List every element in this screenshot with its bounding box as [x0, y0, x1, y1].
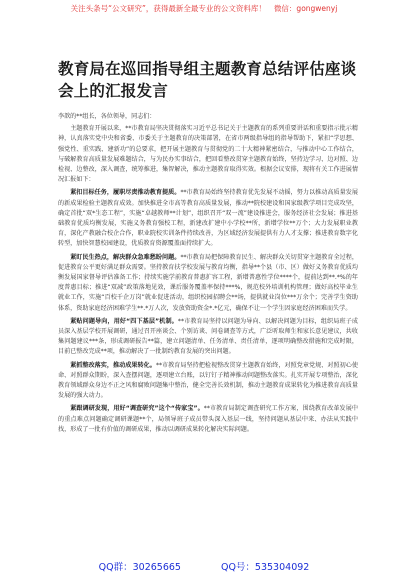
paragraph [58, 404, 358, 435]
paragraph [58, 253, 358, 314]
paragraph-lead: 紧盯民生热点，解决群众急难愁盼问题。 [70, 253, 181, 261]
paragraph-text: **市教育局制定调查研究工作方案，围绕教育改革发展中的重点难点问题确定调研课题**个，局领导班子成员带头深入基层一线，坚持问题从基层中来、办法从实践中找，形成了一批有价值的调研成果，推动以调研成果转化解决实际问题。 [58, 405, 358, 433]
promo-banner [0, 4, 408, 14]
contact-footer [0, 562, 408, 574]
document-body [58, 58, 358, 438]
paragraph [58, 124, 358, 185]
qq-group-number: QQ群：30265665 [98, 562, 181, 573]
qq-number: QQ号：535304092 [220, 562, 310, 573]
promo-banner-wechat: 微信：gongwenyj [273, 4, 338, 13]
paragraph-lead: 紧贴问题导向，用好“四下基层”机制。 [70, 317, 178, 325]
paragraph-lead: 紧抓整改落实，推动成果转化。 [70, 361, 156, 369]
paragraph-lead: 紧跟调研发现，用好“调查研究”这个“传家宝”。 [70, 405, 204, 413]
paragraph [58, 317, 358, 358]
paragraph-text: **市教育局坚持把检视整改贯穿主题教育始终，对照党章党规、对照初心使命、对照群众期盼，深入查摆问题，逐项建立台账，以钉钉子精神推动问题整改落实。扎实开展专项整治，深化教育领域群众身边不正之风和腐败问题集中整治，健全完善长效机制，推动主题教育成果转化为推进教育高质量发展的强大动力。 [58, 361, 359, 400]
paragraph [58, 361, 358, 402]
document-greeting: 李歆的**组长，各位领导，同志们： [58, 113, 156, 120]
paragraph-text: **市教育局始终坚持教育优先发展不动摇，努力以推动高质量发展的新成果检验主题教育成效。加快推进全市高等教育高质量发展，推动**院校建设和国家级教学项目完成攻坚，确定首批“双*生态工程”，实施“卓越教师**计划”，组织召开“双一流”建设推进会，服务经济社会发展；推进基础教育优质均衡发展，实施义务教育强校工程，新建改扩建中小学校**所，新增学位**万个；大力发展职业教育，深化产教融合校企合作，职业院校实训条件持续改善，为区域经济发展提供有力人才支撑；推进教育数字化转型，加快智慧校园建设，优质教育资源覆盖面持续扩大。 [58, 189, 359, 248]
paragraph-lead: 紧扣目标任务，履职尽责推动教育提质。 [70, 189, 181, 197]
paragraph [58, 188, 358, 249]
paragraph-text: **市教育局坚持以问题为导向、以解决问题为目标，组织局班子成员深入基层学校开展调研，通过召开座谈会、个别访谈、问卷调查等方式，广泛听取师生和家长意见建议，共收集问题建议***条，形成调研报告**篇，建立问题清单、任务清单、责任清单，逐项明确整改措施和完成时限，目前已整改完成**项，推动解决了一批制约教育发展的突出问题。 [58, 317, 359, 356]
document-title: 教育局在巡回指导组主题教育总结评估座谈会上的汇报发言 [58, 60, 357, 100]
paragraph-text: **市教育局把保障教育民生、解决群众关切贯穿主题教育全过程，促进教育公平更好满足群众需要。坚持教育扶学校发展与教育均衡，指导**个县（市、区）做好义务教育优质均衡发展国家督导评估准备工作；持续实施学前教育普惠扩容工程，新增普惠性学位****个，提前达到**.*%的年度普惠目标；推进“双减”政策落地见效，课后服务覆盖率保持***%，规范校外培训机构管理；做好高校毕业生就业工作，实施“百校千企万岗”就业促进活动，组织校园招聘会**场，提供就业岗位***万余个；完善学生资助体系，资助家庭经济困难学生**.*万人次，发放资助资金*.*亿元，确保不让一个学生因家庭经济困难而失学。 [58, 253, 359, 312]
promo-banner-text: 关注头条号“公文研究”，获得最新全最专业的公文资料库！ [70, 4, 266, 13]
paragraph-text: 主题教育开展以来，**市教育局坚决贯彻落实习近平总书记关于主题教育的系列重要讲话和重要指示批示精神，认真落实党中央和省委、市委关于主题教育的决策部署，在省市两级指导组的指导帮助下，紧扣“学思想、强党性、重实践、建新功”的总要求，把开展主题教育与贯彻党的二十大精神紧密结合，与推动中心工作结合，与破解教育高质量发展难题结合，与为民办实事结合，把回看整改贯穿主题教育始终，坚持边学习、边对照、边检视、边整改，深入调查，统筹推进，集智解决，推动主题教育取得实效。根据会议安排，现将有关工作进展情况汇报如下： [58, 125, 358, 184]
